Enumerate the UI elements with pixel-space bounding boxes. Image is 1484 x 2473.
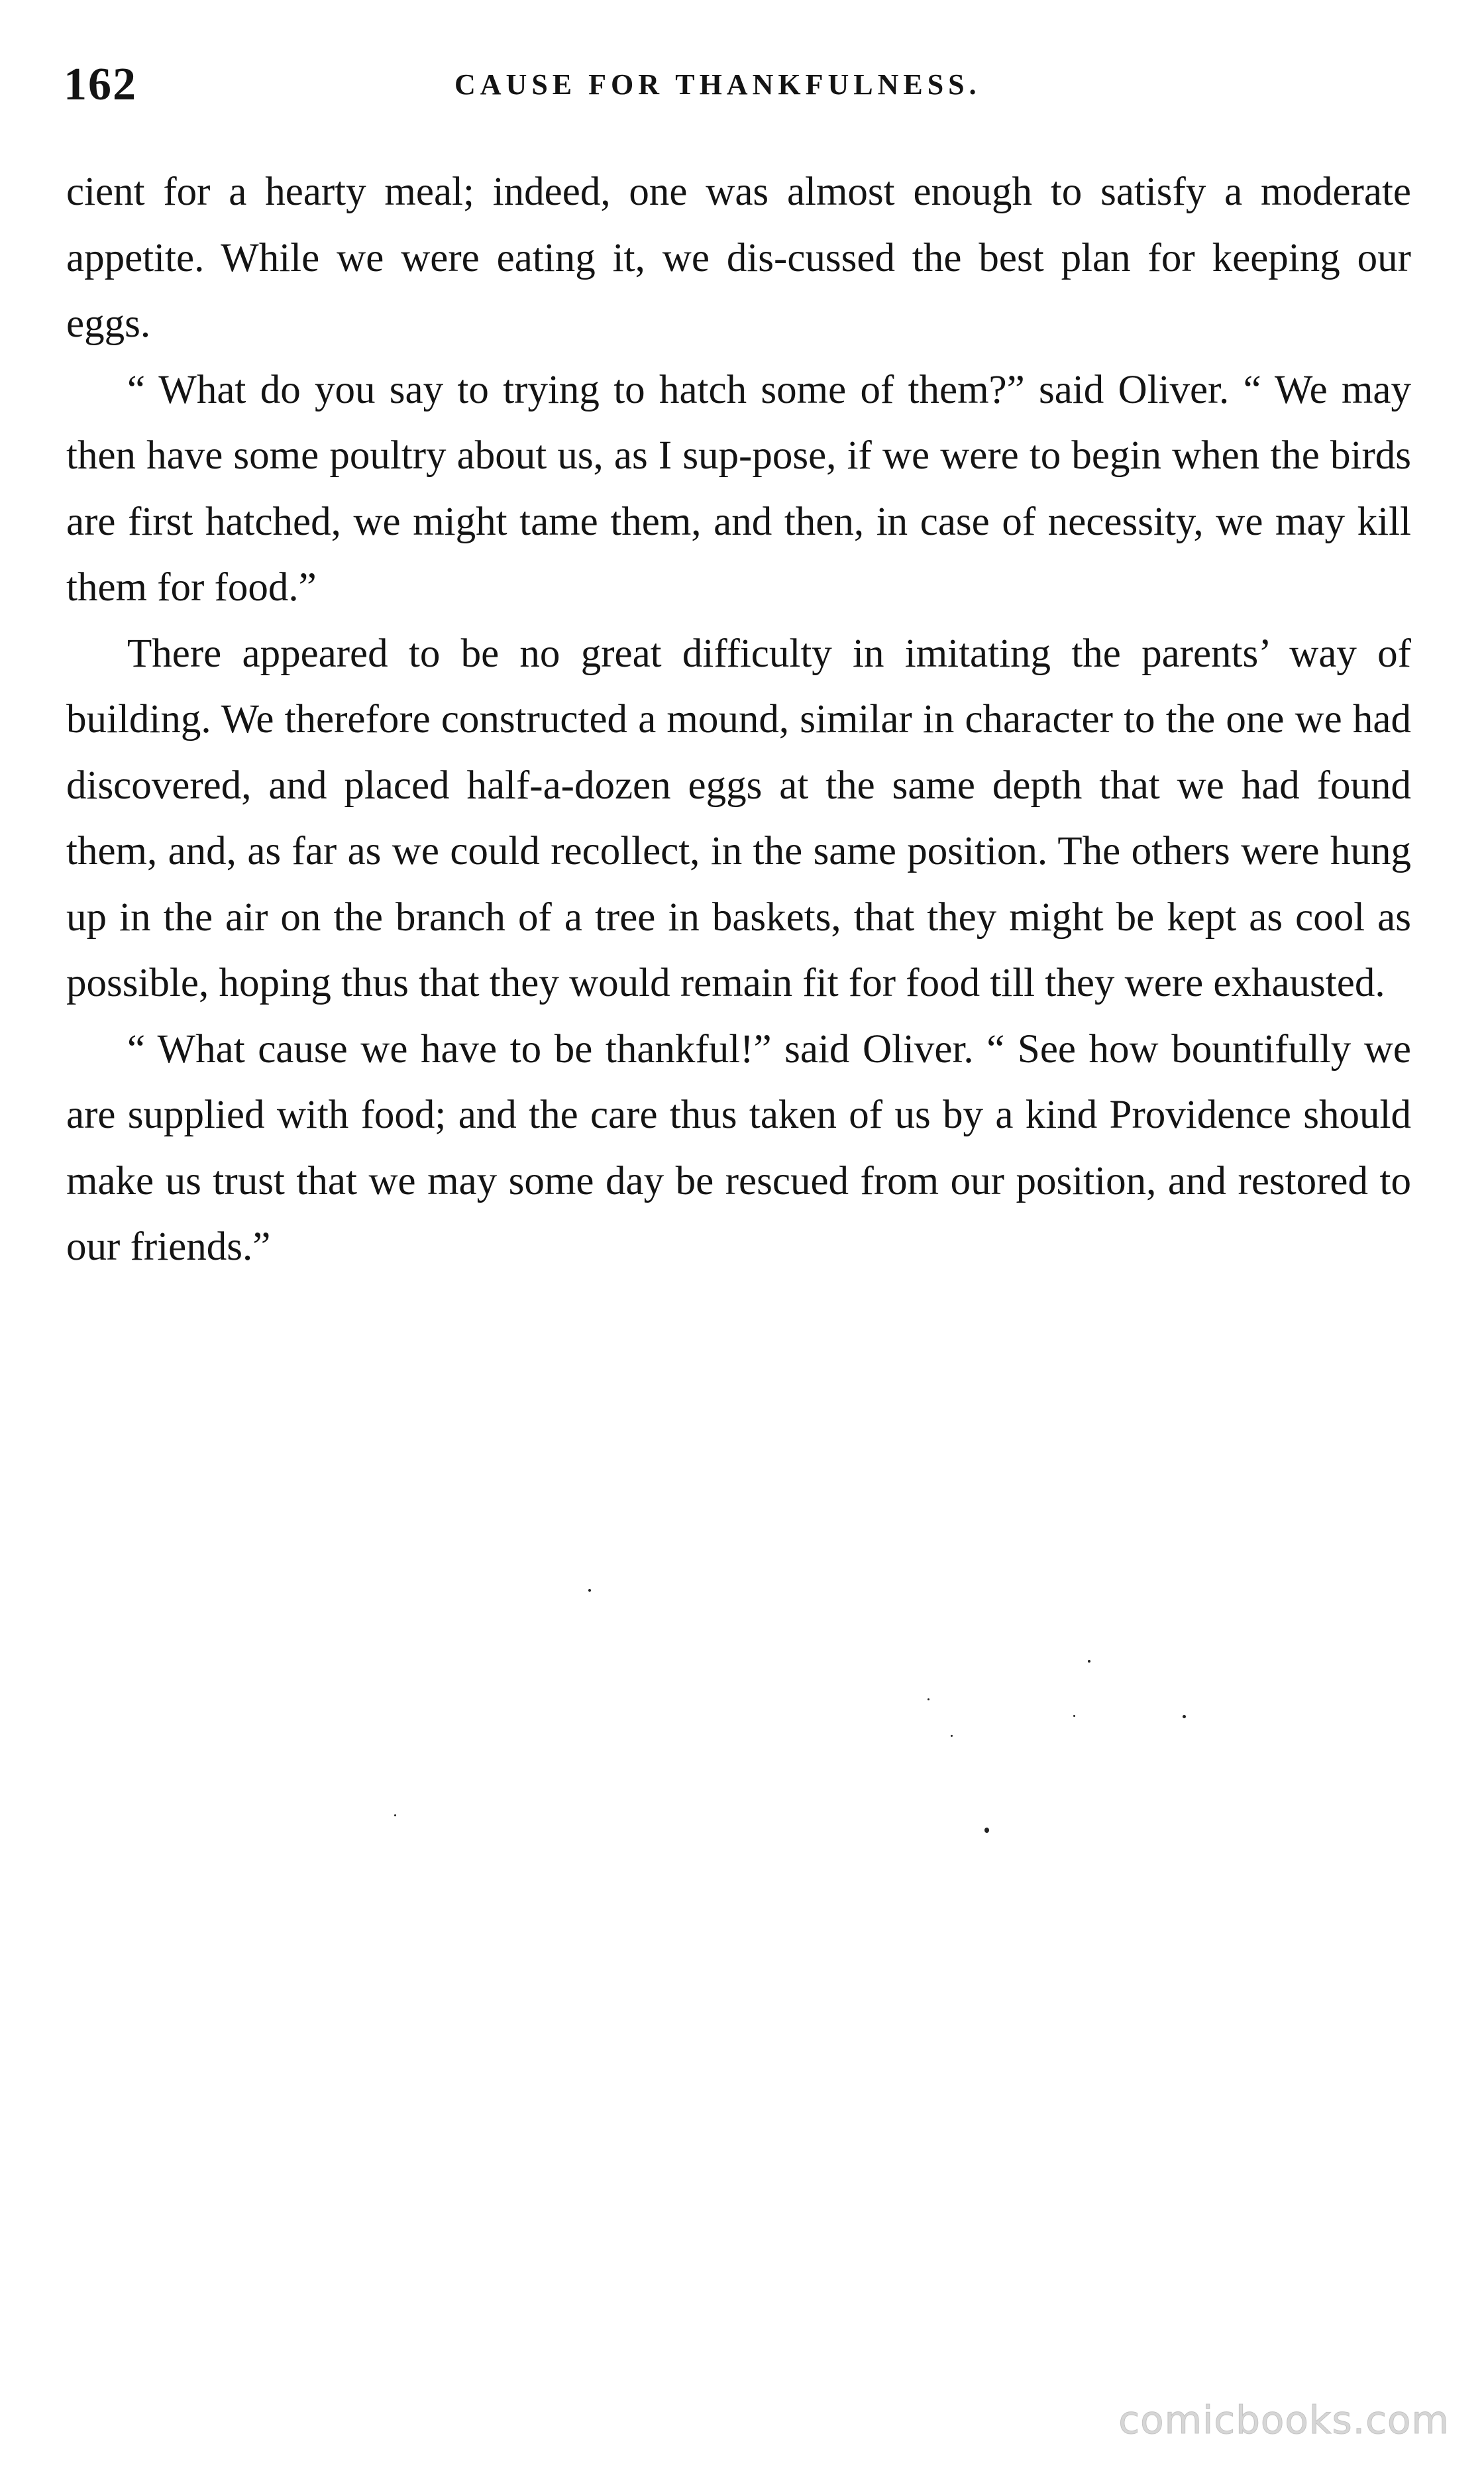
body-text — [66, 159, 1411, 1280]
paragraph-oliver-hatch: “ What do you say to trying to hatch some of them?” said Oliver. “ We may then have some poultry about us, as I sup-pose, if we were to begin when the birds are first hatched, we might tame them, and then, in case of necessity, we may kill them for food.” — [66, 367, 1411, 610]
ink-speck — [588, 1589, 591, 1592]
paragraph-mound-building: There appeared to be no great difficulty in imitating the parents’ way of building. We therefore constructed a mound, similar in character to the one we had discovered, and placed half-a-dozen eggs at the same depth that we had found them, and, as far as we could recollect, in the same position. The others were hung up in the air on the branch of a tree in baskets, that they might be kept as cool as possible, hoping thus that they would remain fit for food till they were exhausted. — [66, 631, 1411, 1005]
page-number: 162 — [64, 59, 137, 110]
running-head — [64, 58, 1422, 111]
ink-speck — [951, 1735, 953, 1737]
ink-speck — [394, 1814, 396, 1816]
watermark-logo: comicbooks.com — [1118, 2397, 1450, 2443]
paragraph-thankful: “ What cause we have to be thankful!” said Oliver. “ See how bountifully we are supplied with food; and the care thus taken of us by a kind Providence should make us trust that we may some day be rescued from our position, and restored to our friends.” — [66, 1026, 1411, 1269]
ink-speck — [928, 1698, 929, 1700]
ink-speck — [1088, 1660, 1090, 1663]
ink-speck — [1073, 1715, 1075, 1717]
ink-speck — [1183, 1715, 1186, 1718]
paragraph-continued: cient for a hearty meal; indeed, one was almost enough to satisfy a moderate appetite. While we were eating it, we dis-cussed the best plan for keeping our eggs. — [66, 170, 1411, 346]
ink-speck — [984, 1828, 989, 1833]
chapter-title: CAUSE FOR THANKFULNESS. — [454, 68, 981, 101]
